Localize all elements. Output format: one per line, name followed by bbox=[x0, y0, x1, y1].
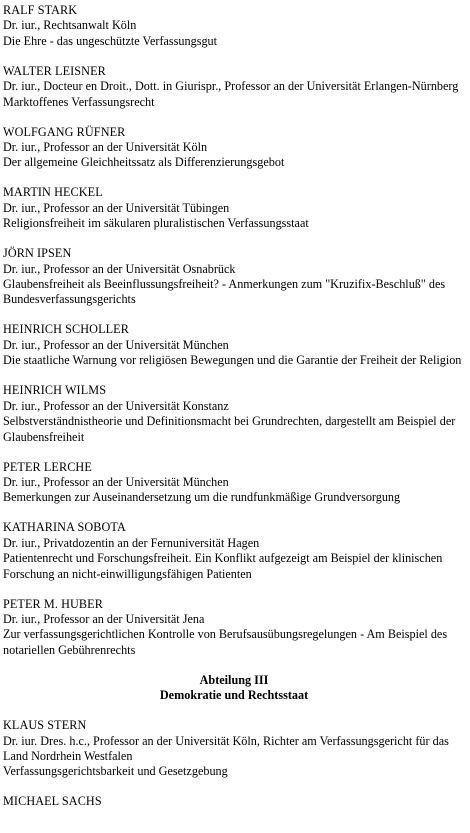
author-affiliation: Dr. iur., Professor an der Universität Jena bbox=[3, 611, 205, 626]
entry bbox=[3, 597, 465, 659]
entry bbox=[3, 185, 465, 231]
entry bbox=[3, 322, 465, 368]
author-affiliation: Dr. iur., Professor an der Universität Konstanz bbox=[3, 398, 229, 413]
entry bbox=[3, 3, 465, 49]
author-name: MARTIN HECKEL bbox=[3, 185, 103, 200]
entry bbox=[3, 246, 465, 308]
article-title: Verfassungsgerichtsbarkeit und Gesetzgebung bbox=[3, 764, 228, 779]
entry bbox=[3, 383, 465, 445]
article-title: Die Ehre - das ungeschützte Verfassungsgut bbox=[3, 33, 218, 48]
author-affiliation: Dr. iur., Professor an der Universität Tübingen bbox=[3, 200, 230, 215]
author-affiliation: Dr. iur., Professor an der Universität München bbox=[3, 474, 229, 489]
entry bbox=[3, 125, 465, 171]
article-title: Der allgemeine Gleichheitssatz als Differenzierungsgebot bbox=[3, 155, 285, 170]
author-name: HEINRICH SCHOLLER bbox=[3, 322, 129, 337]
entry bbox=[3, 718, 465, 780]
entry bbox=[3, 64, 465, 110]
entry bbox=[3, 460, 465, 506]
author-affiliation: Dr. iur., Professor an der Universität Osnabrück bbox=[3, 261, 236, 276]
author-name: PETER M. HUBER bbox=[3, 596, 103, 611]
article-title: Religionsfreiheit im säkularen pluralistischen Verfassungsstaat bbox=[3, 216, 309, 231]
author-affiliation: Dr. iur., Professor an der Universität Köln bbox=[3, 140, 208, 155]
author-name: MICHAEL SACHS bbox=[3, 794, 102, 809]
author-name: WALTER LEISNER bbox=[3, 63, 106, 78]
author-name: JÖRN IPSEN bbox=[3, 246, 72, 261]
article-title: Glaubensfreiheit als Beeinflussungsfreiheit? - Anmerkungen zum "Kruzifix-Beschluß" des Bundesverfassungsgerichts bbox=[3, 277, 446, 307]
section-heading bbox=[3, 673, 465, 704]
entry bbox=[3, 794, 465, 809]
article-title: Marktoffenes Verfassungsrecht bbox=[3, 94, 155, 109]
author-affiliation: Dr. iur., Docteur en Droit., Dott. in Giurispr., Professor an der Universität Erlangen-Nürnberg bbox=[3, 79, 459, 94]
author-name: RALF STARK bbox=[3, 3, 78, 17]
author-affiliation: Dr. iur. Dres. h.c., Professor an der Universität Köln, Richter am Verfassungsgericht für das Land Nordrhein Westfalen bbox=[3, 733, 449, 763]
author-name: KLAUS STERN bbox=[3, 718, 87, 733]
article-title: Bemerkungen zur Auseinandersetzung um die rundfunkmäßige Grundversorgung bbox=[3, 490, 401, 505]
author-name: PETER LERCHE bbox=[3, 459, 92, 474]
author-affiliation: Dr. iur., Professor an der Universität München bbox=[3, 337, 229, 352]
author-affiliation: Dr. iur., Rechtsanwalt Köln bbox=[3, 18, 137, 33]
section-number: Abteilung III bbox=[199, 672, 269, 687]
entry bbox=[3, 520, 465, 582]
article-title: Patientenrecht und Forschungsfreiheit. Ein Konflikt aufgezeigt am Beispiel der klinischen Forschung an nicht-einwilligungsfähigen Patienten bbox=[3, 551, 443, 581]
article-title: Die staatliche Warnung vor religiösen Bewegungen und die Garantie der Freiheit der Religion bbox=[3, 353, 462, 368]
author-name: KATHARINA SOBOTA bbox=[3, 520, 126, 535]
article-title: Selbstverständnistheorie und Definitionsmacht bei Grundrechten, dargestellt am Beispiel der Glaubensfreiheit bbox=[3, 414, 456, 444]
section-title: Demokratie und Rechtsstaat bbox=[159, 688, 309, 703]
author-name: HEINRICH WILMS bbox=[3, 383, 107, 398]
author-name: WOLFGANG RÜFNER bbox=[3, 124, 126, 139]
author-affiliation: Dr. iur., Privatdozentin an der Fernuniversität Hagen bbox=[3, 535, 260, 550]
article-title: Zur verfassungsgerichtlichen Kontrolle von Berufsausübungsregelungen - Am Beispiel des notariellen Gebührenrechts bbox=[3, 627, 448, 657]
